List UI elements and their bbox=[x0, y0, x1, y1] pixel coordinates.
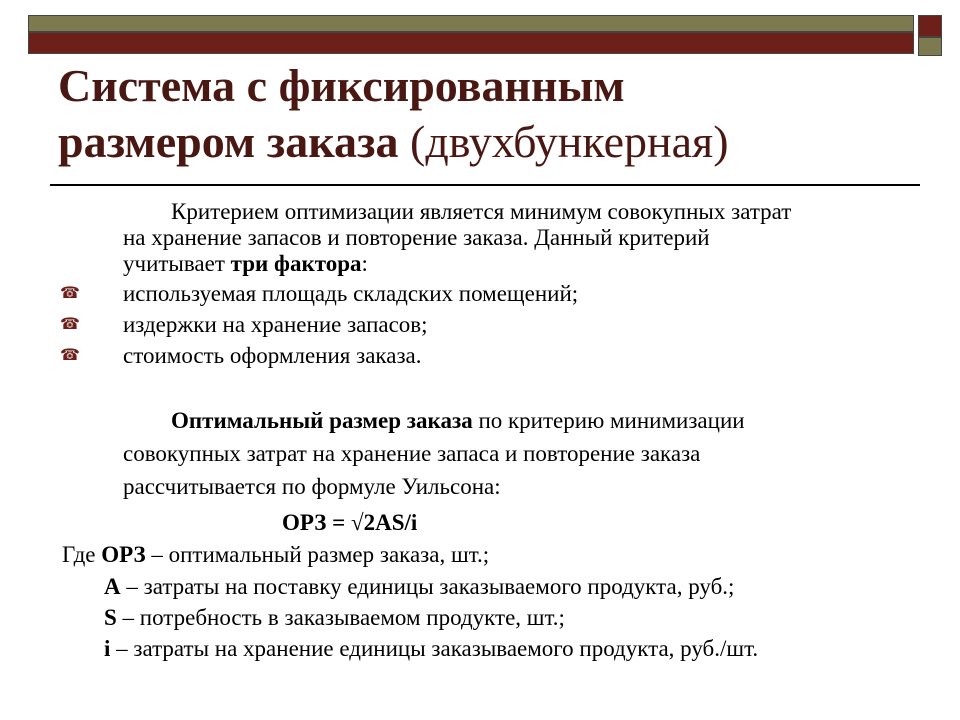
definition-text: – затраты на хранение единицы заказываемого продукта, руб./шт. bbox=[110, 636, 759, 661]
definition-i bbox=[104, 636, 758, 662]
where-rest: – оптимальный размер заказа, шт.; bbox=[145, 542, 490, 567]
title-divider bbox=[50, 184, 920, 186]
intro-line-3-suffix: : bbox=[361, 251, 368, 276]
where-prefix: Где bbox=[62, 542, 102, 567]
slide-title bbox=[58, 58, 918, 170]
title-line-1: Система с фиксированным bbox=[58, 60, 625, 111]
definition-symbol: i bbox=[104, 636, 111, 661]
definition-text: – потребность в заказываемом продукте, шт.; bbox=[116, 605, 565, 630]
definition-a bbox=[104, 574, 734, 600]
optimal-line-1-rest: по критерию минимизации bbox=[472, 408, 745, 433]
olive-band bbox=[28, 15, 914, 32]
title-line-2-normal: (двухбункерная) bbox=[410, 116, 729, 167]
optimal-line-2: совокупных затрат на хранение запаса и повторение заказа bbox=[123, 441, 701, 466]
wilson-formula: ОРЗ = √2AS/i bbox=[282, 510, 418, 535]
phone-icon: ☎ bbox=[60, 314, 80, 333]
definition-symbol: А bbox=[104, 574, 121, 599]
optimal-bold: Оптимальный размер заказа bbox=[171, 408, 473, 433]
optimal-line-1 bbox=[171, 408, 745, 434]
bullet-item: издержки на хранение запасов; bbox=[123, 312, 428, 337]
definition-text: – затраты на поставку единицы заказываемого продукта, руб.; bbox=[120, 574, 735, 599]
top-decorative-bar bbox=[28, 15, 914, 55]
corner-square-olive bbox=[918, 37, 942, 56]
phone-icon: ☎ bbox=[60, 345, 80, 364]
intro-factors-bold: три фактора bbox=[230, 251, 362, 276]
optimal-line-3: рассчитывается по формуле Уильсона: bbox=[123, 474, 501, 499]
definition-s bbox=[104, 605, 565, 631]
title-line-2 bbox=[58, 114, 918, 170]
definition-symbol: S bbox=[104, 605, 117, 630]
maroon-band bbox=[28, 32, 914, 54]
phone-icon: ☎ bbox=[60, 283, 80, 302]
bullet-item: используемая площадь складских помещений; bbox=[123, 281, 579, 306]
corner-square-maroon bbox=[918, 15, 942, 37]
title-line-2-bold: размером заказа bbox=[58, 116, 399, 167]
where-orz-bold: ОРЗ bbox=[101, 542, 146, 567]
where-line bbox=[62, 542, 489, 568]
intro-line-3-prefix: учитывает bbox=[123, 251, 231, 276]
bullet-item: стоимость оформления заказа. bbox=[123, 343, 422, 368]
intro-line-2: на хранение запасов и повторение заказа. Данный критерий bbox=[123, 225, 710, 250]
intro-line-3 bbox=[123, 251, 368, 277]
intro-line-1: Критерием оптимизации является минимум совокупных затрат bbox=[171, 199, 792, 224]
